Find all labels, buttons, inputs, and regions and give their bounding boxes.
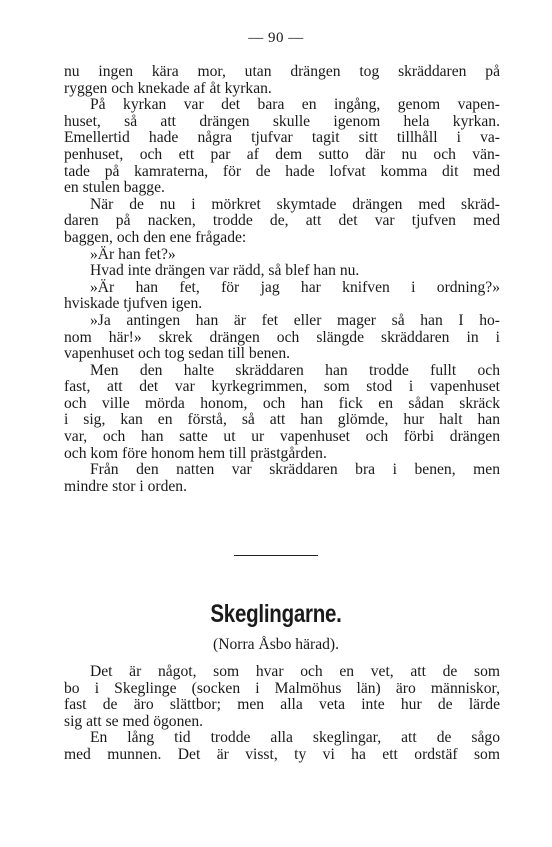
text-line: »Är han fet, för jag har knifven i ordning?»: [90, 278, 500, 296]
text-line: »Ja antingen han är fet eller mager så han I ho-: [90, 311, 500, 329]
story-title: Skeglingarne.: [210, 600, 342, 628]
text-line: nom här!» skrek drängen och slängde skräddaren in i: [64, 328, 500, 346]
story-text-tailor: [64, 64, 500, 495]
text-line: Men den halte skräddaren han trodde fullt och: [90, 361, 500, 379]
story-subtitle: (Norra Åsbo härad).: [213, 636, 339, 653]
text-line: mindre stor i orden.: [64, 477, 187, 495]
text-line: På kyrkan var det bara en ingång, genom vapen-: [90, 96, 500, 114]
text-line: i sig, kan en förstå, så att han glömde, hur halt han: [64, 411, 500, 429]
text-line: »Är han fet?»: [90, 245, 176, 263]
text-line: fast, att det var kyrkegrimmen, som stod i vapenhuset: [64, 378, 500, 396]
text-line: hviskade tjufven igen.: [64, 295, 203, 313]
text-line: fast de äro slättbor; men alla veta inte hur de lärde: [64, 696, 500, 714]
text-line: baggen, och den ene frågade:: [64, 228, 247, 246]
text-line: och ville mörda honom, och han fick en sådan skräck: [64, 394, 500, 412]
text-line: Från den natten var skräddaren bra i benen, men: [90, 461, 500, 479]
text-line: en stulen bagge.: [64, 179, 165, 197]
text-line: huset, så att drängen skulle igenom hela kyrkan.: [64, 112, 500, 130]
text-line: var, och han satte ut ur vapenhuset och förbi drängen: [64, 428, 500, 446]
text-line: daren på nacken, trodde de, att det var tjufven med: [64, 212, 500, 230]
text-line: sig att se med ögonen.: [64, 712, 204, 730]
text-line: tade på kamraterna, för de hade lofvat komma dit med: [64, 162, 500, 180]
section-divider: [234, 555, 318, 556]
text-line: bo i Skeglinge (socken i Malmöhus län) äro människor,: [64, 679, 500, 697]
text-line: ryggen och knekade af åt kyrkan.: [64, 79, 272, 97]
text-line: Hvad inte drängen var rädd, så blef han nu.: [90, 262, 360, 280]
text-line: Emellertid hade några tjufvar tagit sitt tillhåll i va-: [64, 129, 500, 147]
page-number: — 90 —: [248, 30, 304, 46]
text-line: vapenhuset och tog sedan till benen.: [64, 345, 291, 363]
story-text-skeglingarne: [64, 664, 500, 764]
text-line: med munnen. Det är visst, ty vi ha ett ordstäf som: [64, 745, 500, 763]
text-line: och kom före honom hem till prästgården.: [64, 444, 327, 462]
text-line: En lång tid trodde alla skeglingar, att de sågo: [90, 729, 500, 747]
text-line: Det är något, som hvar och en vet, att de som: [90, 663, 500, 680]
text-line: penhuset, och ett par af dem sutto där nu och vän-: [64, 145, 500, 163]
text-line: nu ingen kära mor, utan drängen tog skräddaren på: [64, 63, 500, 80]
text-line: När de nu i mörkret skymtade drängen med skräd-: [90, 195, 500, 213]
